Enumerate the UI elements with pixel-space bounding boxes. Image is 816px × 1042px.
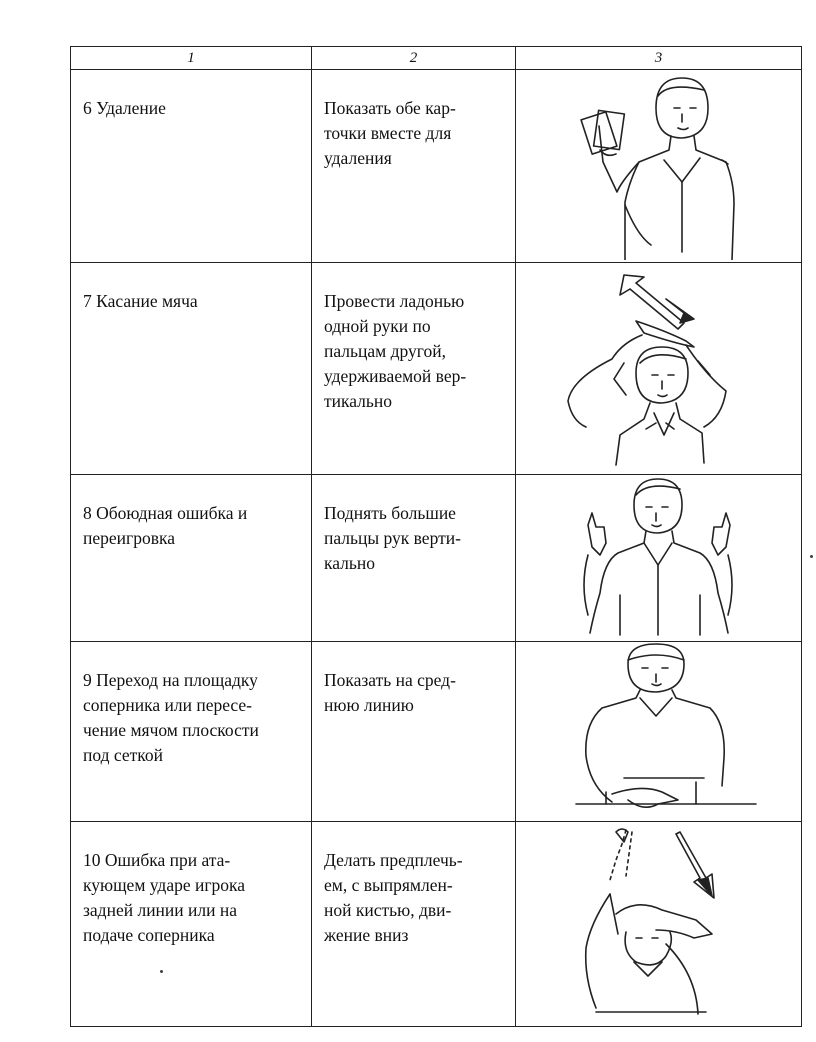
column-header-1: 1 [71,47,312,70]
column-header-3: 3 [516,47,802,70]
gesture-description: Делать предплечь- ем, с выпрямлен- ной кистью, дви- жение вниз [324,850,463,945]
referee-ball-touched-icon [516,263,799,472]
gesture-name-cell [71,475,312,642]
gesture-description-cell [312,642,516,822]
gesture-figure-cell [516,475,802,642]
gesture-name-cell [71,70,312,263]
gesture-name: 7 Касание мяча [83,291,198,311]
gesture-description: Показать обе кар- точки вместе для удаления [324,98,456,168]
gesture-description-cell [312,263,516,475]
gesture-name-cell [71,822,312,1027]
gesture-figure-cell [516,70,802,263]
gesture-name: 6 Удаление [83,98,166,118]
table-row [71,822,802,1027]
table-row [71,475,802,642]
referee-thumbs-up-icon [516,475,799,639]
table-row [71,263,802,475]
gesture-name: 10 Ошибка при ата- кующем ударе игрока задней линии или на подаче соперника [83,850,246,945]
column-header-2: 2 [312,47,516,70]
referee-gestures-table [70,46,802,1027]
gesture-description-cell [312,822,516,1027]
gesture-description: Поднять большие пальцы рук верти- кально [324,503,461,573]
referee-two-cards-icon [516,70,799,260]
gesture-figure-cell [516,822,802,1027]
gesture-name-cell [71,263,312,475]
gesture-description: Показать на сред- нюю линию [324,670,456,715]
table-row [71,70,802,263]
gesture-figure-cell [516,263,802,475]
speck [160,970,163,973]
gesture-name: 8 Обоюдная ошибка и переигровка [83,503,248,548]
gesture-description-cell [312,70,516,263]
gesture-figure-cell [516,642,802,822]
speck [810,555,813,558]
gesture-name-cell [71,642,312,822]
gesture-name: 9 Переход на площадку соперника или пересе- чение мячом плоскости под сеткой [83,670,259,765]
referee-forearm-down-icon [516,822,799,1024]
gesture-table-page [70,46,798,1028]
gesture-description: Провести ладонью одной руки по пальцам другой, удерживаемой вер- тикально [324,291,467,411]
gesture-description-cell [312,475,516,642]
table-row [71,642,802,822]
header-row [71,47,802,70]
referee-pointing-line-icon [516,642,799,819]
